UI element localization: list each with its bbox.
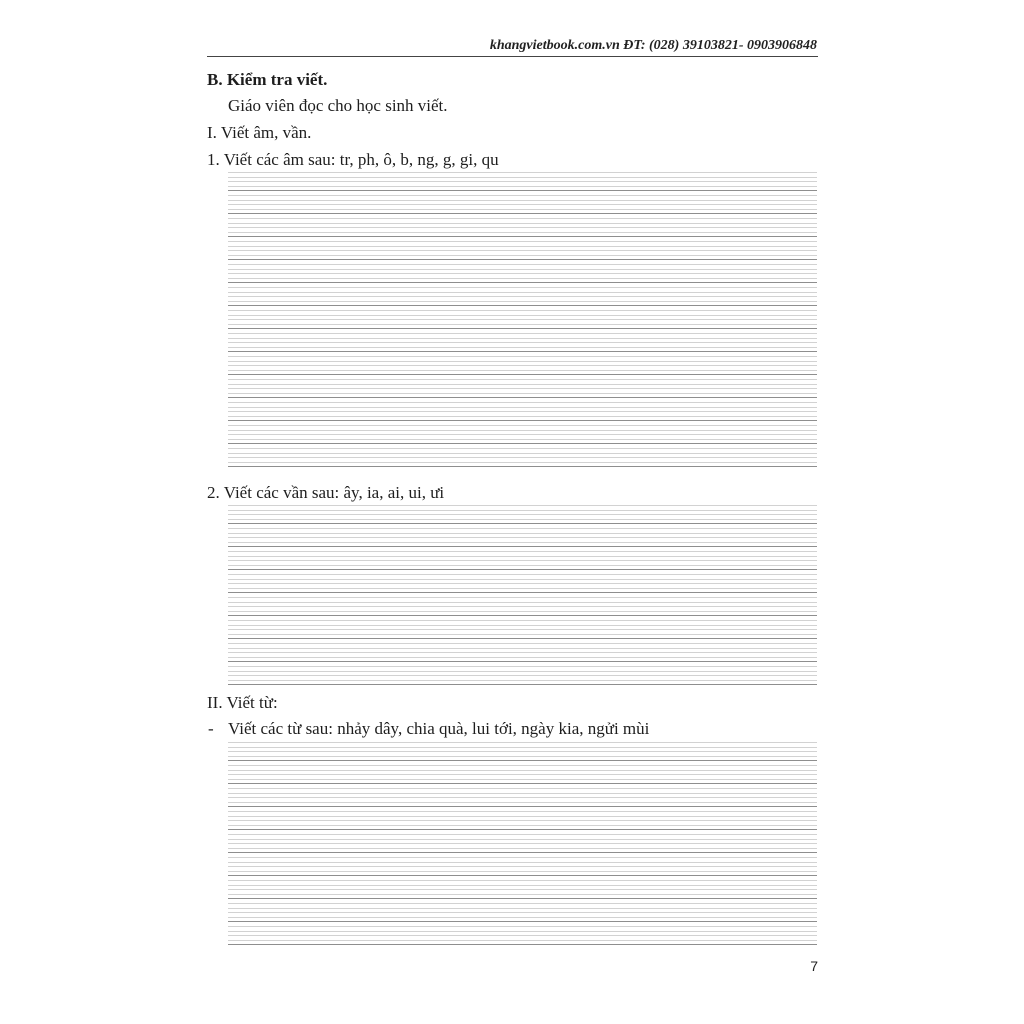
ruling-line (228, 186, 817, 187)
ruling-line (228, 384, 817, 385)
ruling-line (228, 779, 817, 780)
ruling-line (228, 523, 817, 524)
ruling-line (228, 342, 817, 343)
ruling-line (228, 848, 817, 849)
ruling-line (228, 255, 817, 256)
ruling-line (228, 940, 817, 941)
ruling-line (228, 546, 817, 547)
ruling-line (228, 638, 817, 639)
ruling-line (228, 666, 817, 667)
ruling-line (228, 917, 817, 918)
ruling-line (228, 871, 817, 872)
ruling-line (228, 671, 817, 672)
ruling-line (228, 190, 817, 191)
ruling-line (228, 434, 817, 435)
ruling-line (228, 287, 817, 288)
ruling-line (228, 333, 817, 334)
ruling-line (228, 806, 817, 807)
ruling-line (228, 328, 817, 329)
ruling-line (228, 652, 817, 653)
ruling-line (228, 825, 817, 826)
ruling-line (228, 684, 817, 685)
ruling-line (228, 643, 817, 644)
ruling-line (228, 420, 817, 421)
ruling-line (228, 301, 817, 302)
question-2: 2. Viết các vần sau: ây, ia, ai, ui, ưi (207, 483, 445, 502)
ruling-line (228, 903, 817, 904)
ruling-line (228, 889, 817, 890)
ruling-line (228, 232, 817, 233)
ruling-line (228, 783, 817, 784)
ruling-line (228, 675, 817, 676)
ruling-line (228, 273, 817, 274)
ruling-line (228, 315, 817, 316)
ruling-line (228, 747, 817, 748)
ruling-line (228, 793, 817, 794)
ruling-line (228, 200, 817, 201)
ruling-line (228, 246, 817, 247)
ruling-line (228, 379, 817, 380)
ruling-line (228, 250, 817, 251)
ruling-line (228, 921, 817, 922)
ruling-line (228, 880, 817, 881)
ruling-line (228, 629, 817, 630)
ruling-line (228, 542, 817, 543)
ruling-line (228, 760, 817, 761)
ruling-line (228, 338, 817, 339)
ruling-line (228, 569, 817, 570)
writing-area-3[interactable] (228, 742, 817, 952)
ruling-line (228, 305, 817, 306)
ruling-line (228, 204, 817, 205)
ruling-line (228, 816, 817, 817)
ruling-line (228, 592, 817, 593)
ruling-line (228, 811, 817, 812)
section-instruction: Giáo viên đọc cho học sinh viết. (228, 96, 448, 115)
ruling-line (228, 839, 817, 840)
ruling-line (228, 935, 817, 936)
ruling-line (228, 606, 817, 607)
ruling-line (228, 324, 817, 325)
ruling-line (228, 843, 817, 844)
ruling-line (228, 820, 817, 821)
ruling-line (228, 926, 817, 927)
ruling-line (228, 457, 817, 458)
ruling-line (228, 227, 817, 228)
ruling-line (228, 583, 817, 584)
ruling-line (228, 788, 817, 789)
question-1: 1. Viết các âm sau: tr, ph, ô, b, ng, g, gi, qu (207, 150, 499, 169)
ruling-line (228, 351, 817, 352)
ruling-line (228, 411, 817, 412)
bullet-dash: - (208, 719, 214, 738)
ruling-line (228, 742, 817, 743)
ruling-line (228, 519, 817, 520)
ruling-line (228, 439, 817, 440)
ruling-line (228, 765, 817, 766)
ruling-line (228, 560, 817, 561)
ruling-line (228, 894, 817, 895)
ruling-line (228, 425, 817, 426)
ruling-line (228, 416, 817, 417)
ruling-line (228, 770, 817, 771)
page-header-text: khangvietbook.com.vn ĐT: (028) 39103821- 0903906848 (489, 38, 817, 53)
ruling-line (228, 213, 817, 214)
ruling-line (228, 574, 817, 575)
header-rule (207, 56, 818, 57)
ruling-line (228, 453, 817, 454)
part1-heading: I. Viết âm, vần. (207, 123, 312, 142)
section-title: B. Kiểm tra viết. (207, 70, 328, 89)
ruling-line (228, 462, 817, 463)
ruling-line (228, 292, 817, 293)
ruling-line (228, 908, 817, 909)
ruling-line (228, 172, 817, 173)
ruling-line (228, 282, 817, 283)
ruling-line (228, 448, 817, 449)
ruling-line (228, 565, 817, 566)
ruling-line (228, 269, 817, 270)
ruling-line (228, 218, 817, 219)
ruling-line (228, 505, 817, 506)
ruling-line (228, 356, 817, 357)
ruling-line (228, 361, 817, 362)
ruling-line (228, 802, 817, 803)
ruling-line (228, 661, 817, 662)
ruling-line (228, 931, 817, 932)
ruling-line (228, 885, 817, 886)
ruling-line (228, 797, 817, 798)
ruling-line (228, 579, 817, 580)
ruling-line (228, 241, 817, 242)
ruling-line (228, 397, 817, 398)
ruling-line (228, 862, 817, 863)
ruling-line (228, 634, 817, 635)
ruling-line (228, 625, 817, 626)
ruling-line (228, 556, 817, 557)
ruling-line (228, 393, 817, 394)
ruling-line (228, 602, 817, 603)
ruling-line (228, 611, 817, 612)
ruling-line (228, 875, 817, 876)
ruling-line (228, 259, 817, 260)
ruling-line (228, 588, 817, 589)
page-number: 7 (810, 958, 818, 974)
ruling-line (228, 443, 817, 444)
ruling-line (228, 857, 817, 858)
ruling-line (228, 751, 817, 752)
ruling-line (228, 510, 817, 511)
ruling-line (228, 537, 817, 538)
ruling-line (228, 648, 817, 649)
ruling-line (228, 209, 817, 210)
ruling-line (228, 615, 817, 616)
ruling-line (228, 365, 817, 366)
ruling-line (228, 407, 817, 408)
ruling-line (228, 319, 817, 320)
ruling-line (228, 181, 817, 182)
ruling-line (228, 866, 817, 867)
ruling-line (228, 912, 817, 913)
ruling-line (228, 680, 817, 681)
part2-heading: II. Viết từ: (207, 693, 278, 712)
ruling-line (228, 402, 817, 403)
ruling-line (228, 852, 817, 853)
ruling-line (228, 430, 817, 431)
ruling-line (228, 264, 817, 265)
ruling-line (228, 551, 817, 552)
ruling-line (228, 898, 817, 899)
ruling-line (228, 657, 817, 658)
ruling-line (228, 620, 817, 621)
writing-area-2[interactable] (228, 505, 817, 685)
ruling-line (228, 756, 817, 757)
ruling-line (228, 514, 817, 515)
ruling-line (228, 533, 817, 534)
ruling-line (228, 310, 817, 311)
ruling-line (228, 223, 817, 224)
words-instruction: Viết các từ sau: nhảy dây, chia quà, lui tới, ngày kia, ngửi mùi (228, 719, 650, 738)
ruling-line (228, 347, 817, 348)
ruling-line (228, 834, 817, 835)
ruling-line (228, 944, 817, 945)
ruling-line (228, 177, 817, 178)
ruling-line (228, 296, 817, 297)
ruling-line (228, 195, 817, 196)
ruling-line (228, 278, 817, 279)
ruling-line (228, 774, 817, 775)
ruling-line (228, 370, 817, 371)
ruling-line (228, 388, 817, 389)
writing-area-1[interactable] (228, 172, 817, 472)
ruling-line (228, 466, 817, 467)
ruling-line (228, 528, 817, 529)
ruling-line (228, 829, 817, 830)
ruling-line (228, 597, 817, 598)
ruling-line (228, 236, 817, 237)
ruling-line (228, 374, 817, 375)
